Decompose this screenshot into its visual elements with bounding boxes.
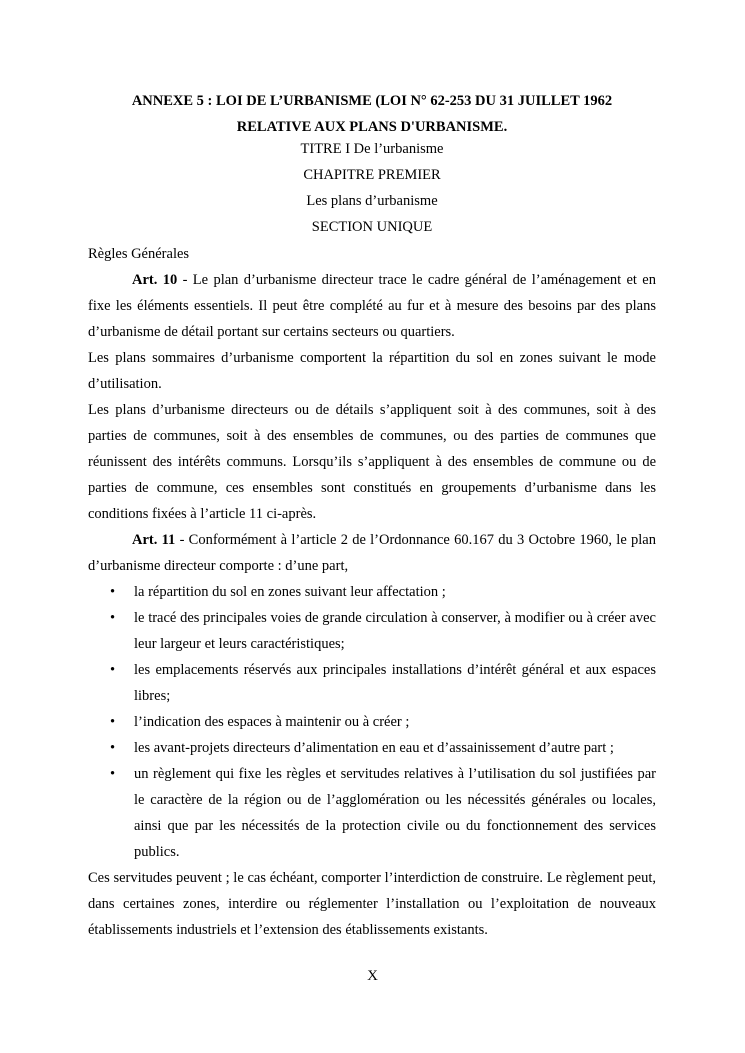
list-item <box>88 605 656 657</box>
list-item-text: un règlement qui fixe les règles et servitudes relatives à l’utilisation du sol justifiées par le caractère de la région ou de l’agglomération ou les nécessités générales ou locales, ainsi que par les nécessités de la protection civile ou du fonctionnement des services publics. <box>134 766 656 860</box>
bullet-icon: • <box>110 740 116 756</box>
article-11-label: Art. 11 <box>132 532 176 548</box>
article-10-text: - Le plan d’urbanisme directeur trace le cadre général de l’aménagement et en fixe les éléments essentiels. Il peut être complété au fur et à mesure des besoins par des plans d’urbanisme de détail portant sur certains secteurs ou quartiers. <box>88 272 656 340</box>
list-item <box>88 657 656 709</box>
annex-heading-line1: ANNEXE 5 : LOI DE L’URBANISME (LOI N° 62-253 DU 31 JUILLET 1962 <box>131 93 613 109</box>
plans-heading: Les plans d’urbanisme <box>306 193 438 209</box>
article-11-text: - Conformément à l’article 2 de l’Ordonnance 60.167 du 3 Octobre 1960, le plan d’urbanisme directeur comporte : d’une part, <box>88 532 656 574</box>
annex-heading <box>88 88 656 140</box>
list-item-text: l’indication des espaces à maintenir ou à créer ; <box>134 714 410 730</box>
list-item <box>88 579 656 605</box>
bullet-icon: • <box>110 766 116 782</box>
page-number: X <box>367 968 378 984</box>
annex-heading-line2: RELATIVE AUX PLANS D'URBANISME. <box>236 119 508 135</box>
article-11-list <box>88 579 656 865</box>
list-item <box>88 735 656 761</box>
article-10-paragraph <box>88 267 656 345</box>
list-item <box>88 761 656 865</box>
bullet-icon: • <box>110 584 116 600</box>
servitudes-paragraph: Ces servitudes peuvent ; le cas échéant, comporter l’interdiction de construire. Le règlement peut, dans certaines zones, interdire ou réglementer l’installation ou l’exploitation de nouveaux établissements industriels et l’extension des établissements existants. <box>88 870 656 938</box>
bullet-icon: • <box>110 714 116 730</box>
list-item-text: le tracé des principales voies de grande circulation à conserver, à modifier ou à créer avec leur largeur et leurs caractéristiques; <box>134 610 656 652</box>
bullet-icon: • <box>110 610 116 626</box>
list-item-text: les avant-projets directeurs d’alimentation en eau et d’assainissement d’autre part ; <box>134 740 614 756</box>
list-item-text: la répartition du sol en zones suivant leur affectation ; <box>134 584 446 600</box>
article-10-label: Art. 10 <box>132 272 178 288</box>
regles-generales-label: Règles Générales <box>88 246 190 262</box>
section-heading: SECTION UNIQUE <box>311 219 433 235</box>
bullet-icon: • <box>110 662 116 678</box>
plans-sommaires-paragraph: Les plans sommaires d’urbanisme comportent la répartition du sol en zones suivant le mode d’utilisation. <box>88 350 656 392</box>
article-11-paragraph <box>88 527 656 579</box>
list-item-text: les emplacements réservés aux principales installations d’intérêt général et aux espaces libres; <box>134 662 656 704</box>
chapitre-heading: CHAPITRE PREMIER <box>303 167 441 183</box>
list-item <box>88 709 656 735</box>
plans-directeurs-paragraph: Les plans d’urbanisme directeurs ou de détails s’appliquent soit à des communes, soit à des parties de communes, soit à des ensembles de communes, ou des parties de communes que réunissent des intérêts communs. Lorsqu’ils s’appliquent à des ensembles de commune ou de parties de commune, ces ensembles sont constitués en groupements d’urbanisme dans les conditions fixées à l’article 11 ci-après. <box>88 402 656 522</box>
titre-heading: TITRE I De l’urbanisme <box>300 141 444 157</box>
